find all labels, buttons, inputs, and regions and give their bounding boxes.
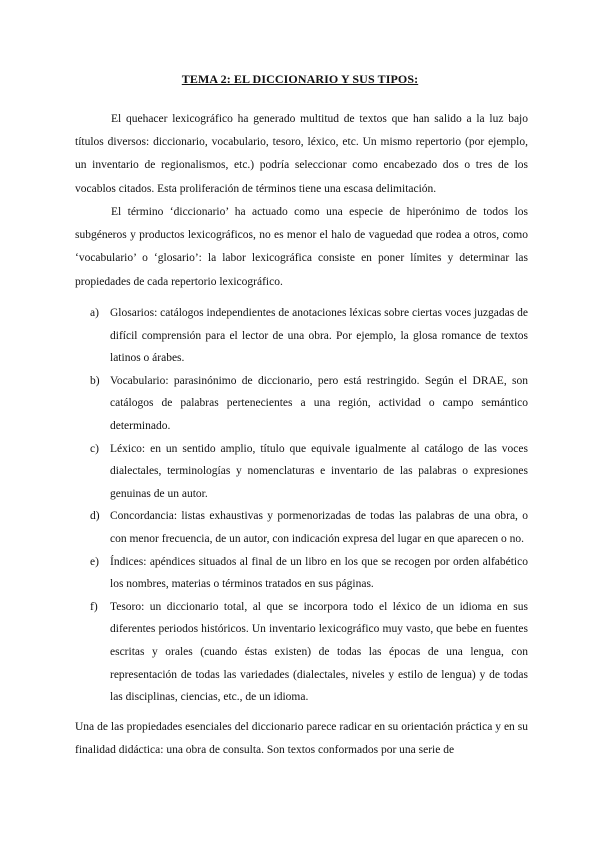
list-marker: d): [90, 510, 100, 523]
list-item: [90, 438, 528, 506]
list-marker: c): [90, 442, 99, 455]
types-list: [90, 302, 528, 709]
list-marker: b): [90, 374, 100, 387]
list-item: [90, 370, 528, 438]
list-item: [90, 302, 528, 370]
list-marker: f): [90, 600, 98, 613]
list-item: [90, 505, 528, 550]
list-item-text: Glosarios: catálogos independientes de anotaciones léxicas sobre ciertas voces juzgadas de difícil comprensión para el lector de una obra. Por ejemplo, la glosa romance de textos latinos o árabes.: [110, 307, 528, 365]
paragraph-1: El quehacer lexicográfico ha generado multitud de textos que han salido a la luz bajo títulos diversos: diccionario, vocabulario, tesoro, léxico, etc. Un mismo repertorio (por ejemplo, un inventario de regionalismos, etc.) podría seleccionar como encabezado dos o tres de los vocablos citados. Esta proliferación de términos tiene una escasa delimitación.: [75, 113, 528, 195]
list-item-text: Índices: apéndices situados al final de un libro en los que se recogen por orden alfabético los nombres, materias o términos tratados en sus páginas.: [110, 555, 528, 591]
list-item: [90, 596, 528, 709]
list-item: [90, 551, 528, 596]
list-item-text: Vocabulario: parasinónimo de diccionario, pero está restringido. Según el DRAE, son catálogos de palabras pertenecientes a una región, actividad o campo semántico determinado.: [110, 374, 528, 432]
list-item-text: Concordancia: listas exhaustivas y pormenorizadas de todas las palabras de una obra, o con menor frecuencia, de un autor, con indicación expresa del lugar en que aparecen o no.: [110, 510, 528, 545]
list-item-text: Léxico: en un sentido amplio, título que equivale igualmente al catálogo de las voces dialectales, terminologías y nomenclaturas e inventario de las palabras o expresiones genuinas de un autor.: [110, 442, 528, 500]
document-title: TEMA 2: EL DICCIONARIO Y SUS TIPOS:: [181, 72, 419, 86]
paragraph-2: El término ‘diccionario’ ha actuado como una especie de hiperónimo de todos los subgéneros y productos lexicográficos, no es menor el halo de vaguedad que rodea a otros, como ‘vocabulario’ o ‘glosario’: la labor lexicográfica consiste en poner límites y determinar las propiedades de cada repertorio lexicográfico.: [75, 206, 528, 288]
list-marker: a): [90, 307, 99, 319]
paragraph-3: Una de las propiedades esenciales del diccionario parece radicar en su orientación práctica y en su finalidad didáctica: una obra de consulta. Son textos conformados por una serie de: [75, 721, 528, 757]
list-item-text: Tesoro: un diccionario total, al que se incorpora todo el léxico de un idioma en sus diferentes periodos históricos. Un inventario lexicográfico muy vasto, que bebe en fuentes escritas y orales (cuando éstas existen) de todas las épocas de una lengua, con representación de todas las variedades (dialectales, niveles y estilo de lengua) y de todas las disciplinas, ciencias, etc., de un idioma.: [110, 600, 528, 704]
list-marker: e): [90, 555, 99, 568]
